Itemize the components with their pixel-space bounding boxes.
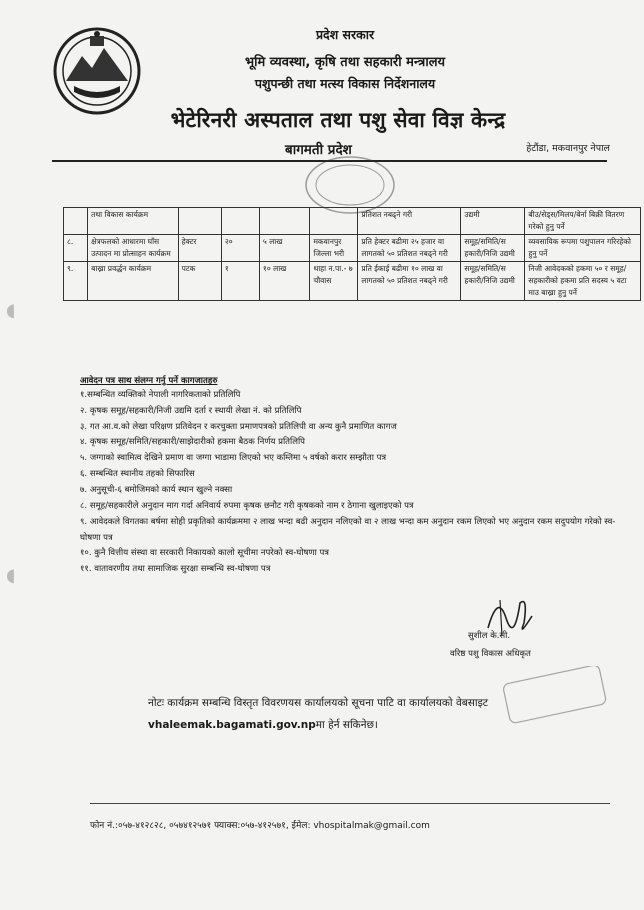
list-item: ११. वातावरणीय तथा सामाजिक सुरक्षा सम्बन्धि स्व-घोषणा पत्र [80,563,271,574]
table-cell: १० लाख [259,262,310,301]
table-row [64,262,641,301]
table-cell: ८. [64,235,88,262]
punch-hole-icon: ◖ [6,300,16,321]
signatory-title: वरिष्ठ पशु विकास अधिकृत [450,649,531,659]
table-cell [259,208,310,235]
table-cell: १ [221,262,259,301]
note-paragraph [148,692,568,736]
table-cell: तथा विकास कार्यक्रम [88,208,178,235]
footer-contact: फोन नं.:०५७-४१२८२८, ०५७४१२५७१ फ्याक्स:०५७-४१२५७१, ईमेल: vhospitalmak@gmail.com [90,821,430,831]
header-province: बागमती प्रदेश [285,142,352,158]
table-cell: थाहा न.पा.- ७ चौवास [310,262,358,301]
table-cell [64,208,88,235]
list-item: ९. आवेदकले विगतका बर्षमा सोही प्रकृतिको कार्यक्रममा २ लाख भन्दा बढी अनुदान नलिएको वा २ लाख भन्दा कम अनुदान रकम लिएको भए अनुदान रकम सदुपयोग गरेको स्व-घोषणा पत्र [80,517,616,544]
table-cell: प्रतिशत नबढ्ने गरी [358,208,461,235]
documents-title: आवेदन पत्र साथ संलग्न गर्नु पर्ने कागजातहरु [80,376,218,386]
list-item: २. कृषक समूह/सहकारी/निजी उद्यमि दर्ता र स्थायी लेखा नं. को प्रतिलिपि [80,405,302,416]
header-location: हेटौंडा, मकवानपुर नेपाल [526,143,610,154]
list-item: ३. गत आ.व.को लेखा परिक्षण प्रतिवेदन र करचुक्ता प्रमाणपत्रको प्रतिलिपी वा अन्य कुनै प्रमाणित कागज [80,421,397,432]
table-cell: उद्यमी [461,208,525,235]
footer-divider [90,803,610,804]
table-cell: समूह/समिति/स हकारी/निजि उद्यमी [461,262,525,301]
table-cell: पटक [178,262,221,301]
header-directorate: पशुपन्छी तथा मत्स्य विकास निर्देशनालय [254,76,436,91]
program-table [63,207,641,301]
list-item: ७. अनुसूची-६ बमोजिमको कार्य स्थान खुल्ने नक्सा [80,484,233,495]
table-cell [178,208,221,235]
table-row [64,208,641,235]
table-cell: प्रति हेक्टर बढीमा २५ हजार वा लागतको ५० प्रतिशत नबढ्ने गरी [358,235,461,262]
list-item: १.सम्बन्धित व्यक्तिको नेपाली नागरिकताको प्रतिलिपि [80,390,241,400]
table-cell: ५ लाख [259,235,310,262]
table-cell: बीउ/सेड्स/मिलप/बेर्ना बिक्री वितरण गरेको हुनु पर्ने [525,208,641,235]
table-cell [221,208,259,235]
note-text: नोटः कार्यक्रम सम्बन्धि विस्तृत विवरणयस कार्यालयको सूचना पाटि वा कार्यालयको वेबसाइट [148,697,489,709]
list-item: ४. कृषक समूह/समिति/सहकारी/साझेदारीको हकमा बैठक निर्णय प्रतिलिपि [80,437,305,448]
header-office-name: भेटेरिनरी अस्पताल तथा पशु सेवा विज्ञ केन्द्र [170,108,506,132]
list-item: ५. जग्गाको स्वामित्व देखिने प्रमाण वा जग्गा भाडामा लिएको भए कम्तिमा ५ वर्षको करार सम्झौता पत्र [80,453,387,464]
table-row [64,235,641,262]
nepal-emblem-icon [52,26,142,116]
table-cell: समूह/समिति/स हकारी/निजि उद्यमी [461,235,525,262]
required-documents-list [80,375,620,579]
header-ministry: भूमि व्यवस्था, कृषि तथा सहकारी मन्त्रालय [244,55,446,70]
list-item: ८. समूह/सहकारीले अनुदान माग गर्दा अनिवार्य रुपमा कृषक छनौट गरी कृषकको नाम र ठेगाना खुलाइएको पत्र [80,500,414,511]
table-cell: निजी आवेदकको हकमा ५० र समूह/सहकारीको हकमा प्रति सदस्य ५ वटा माउ बाख्रा हुनु पर्ने [525,262,641,301]
table-cell: प्रति ईकाई बढीमा १० लाख वा लागतको ५० प्रतिशत नबढ्ने गरी [358,262,461,301]
table-cell: २० [221,235,259,262]
list-item: १०. कुनै वित्तीय संस्था वा सरकारी निकायको कालो सूचीमा नपरेको स्व-घोषणा पत्र [80,547,330,558]
note-text-end: मा हेर्न सकिनेछ। [315,719,378,731]
table-cell: क्षेत्रफलको आधारमा घाँस उत्पादन मा प्रोत्साहन कार्यक्रम [88,235,178,262]
table-cell: ९. [64,262,88,301]
table-cell: मकवानपुर जिल्ला भरी [310,235,358,262]
table-cell: बाख्रा प्रवर्द्धन कार्यक्रम [88,262,178,301]
header-province-govt: प्रदेश सरकार [315,27,375,42]
website-link[interactable]: vhaleemak.bagamati.gov.np [148,719,316,731]
punch-hole-icon: ◖ [6,565,16,586]
signatory-name: सुशील के.सी. [468,631,511,641]
table-cell: हेक्टर [178,235,221,262]
table-cell [310,208,358,235]
table-cell: व्यवसायिक रूपमा पशुपालन गरिरहेको हुनु पर्ने [525,235,641,262]
list-item: ६. सम्बन्धित स्थानीय तहको सिफारिस [80,468,195,479]
